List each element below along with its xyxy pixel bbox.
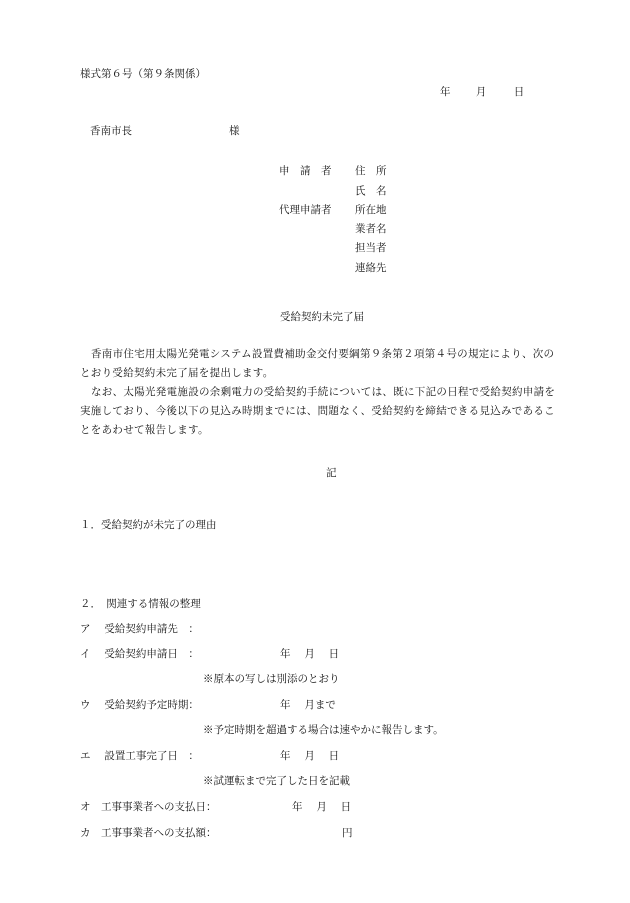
- applicant-label: 申 請 者: [279, 165, 332, 177]
- agent-location-label: 所在地: [355, 204, 387, 216]
- agent-person-label: 担当者: [355, 242, 387, 254]
- agent-business-label: 業者名: [355, 223, 387, 235]
- date-month: 月: [475, 86, 487, 98]
- date-day: 日: [513, 86, 525, 98]
- agent-contact-label: 連絡先: [355, 262, 387, 274]
- item-o-label: オ 工事事業者への支払日：: [80, 801, 217, 813]
- item-i-value: 年 月 日: [280, 648, 340, 660]
- addressee-suffix: 様: [229, 125, 240, 137]
- section2-heading: ２． 関連する情報の整理: [80, 598, 201, 610]
- ki-marker: 記: [326, 467, 337, 479]
- item-i-label: イ 受給契約申請日 ：: [80, 648, 199, 660]
- applicant-name-label: 氏 名: [355, 185, 387, 197]
- item-e-label: エ 設置工事完了日 ：: [80, 750, 199, 762]
- applicant-address-label: 住 所: [355, 165, 387, 177]
- item-i-note: ※原本の写しは別添のとおり: [203, 673, 340, 685]
- section1-heading: １．受給契約が未完了の理由: [80, 519, 217, 531]
- body-paragraph-2: なお、太陽光発電施設の余剰電力の受給契約手続については、既に下記の日程で受給契約申請を実施しており、今後以下の見込み時期までには、問題なく、受給契約を締結できる見込みであることをあわせて報告します。: [80, 386, 556, 436]
- item-u-value: 年 月まで: [280, 699, 336, 711]
- item-e-note: ※試運転まで完了した日を記載: [203, 775, 350, 787]
- addressee-name: 香南市長: [90, 125, 132, 137]
- document-title: 受給契約未完了届: [280, 311, 364, 323]
- date-year: 年: [440, 86, 451, 98]
- item-a-label: ア 受給契約申請先 ：: [80, 623, 199, 635]
- agent-label: 代理申請者: [279, 204, 332, 216]
- item-o-value: 年 月 日: [292, 801, 352, 813]
- item-ka-label: カ 工事事業者への支払額：: [80, 827, 217, 839]
- form-number: 様式第６号（第９条関係）: [80, 68, 206, 80]
- date-line: [440, 85, 524, 99]
- item-e-value: 年 月 日: [280, 750, 340, 762]
- item-u-label: ウ 受給契約予定時期：: [80, 699, 199, 711]
- body-paragraph-1: 香南市住宅用太陽光発電システム設置費補助金交付要綱第９条第２項第４号の規定により、次のとおり受給契約未完了届を提出します。: [80, 348, 555, 379]
- item-ka-value: 円: [342, 827, 353, 839]
- item-u-note: ※予定時期を超過する場合は速やかに報告します。: [203, 724, 444, 736]
- body-text: [80, 345, 560, 440]
